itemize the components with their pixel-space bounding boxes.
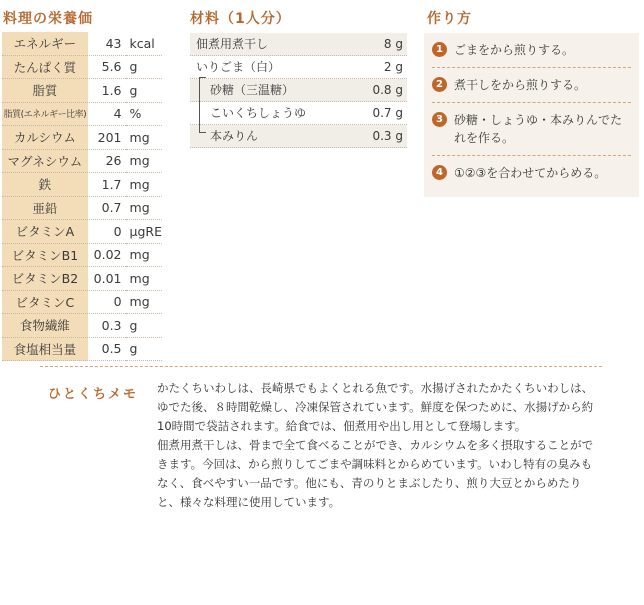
nutrient-value: 201 <box>88 126 125 150</box>
ingredient-name: 佃煮用煮干し <box>196 37 269 51</box>
nutrient-unit: mg <box>126 267 162 291</box>
nutrient-unit: mg <box>126 243 162 267</box>
nutrient-unit: g <box>126 79 162 103</box>
ingredients-heading: 材料（1人分） <box>190 11 291 27</box>
memo-paragraph: 佃煮用煮干しは、骨まで全て食べることができ、カルシウムを多く摂取することができます。今回は、から煎りしてごまや調味料とからめています。いわし特有の臭みもなく、食べやすい一品です。他にも、青のりとまぶしたり、煎り大豆とからめたりと、様々な料理に使用しています。 <box>157 438 594 509</box>
nutrient-value: 0.5 <box>88 337 125 361</box>
table-row <box>2 267 162 291</box>
step-text: 砂糖・しょうゆ・本みりんでたれを作る。 <box>454 113 623 145</box>
table-row <box>2 243 162 267</box>
ingredient-row <box>190 79 407 102</box>
nutrient-label: マグネシウム <box>2 149 88 173</box>
nutrient-label: たんぱく質 <box>2 55 88 79</box>
ingredient-row <box>190 56 407 79</box>
nutrient-unit: % <box>126 102 162 126</box>
step-number-icon: 3 <box>432 112 447 127</box>
step-number-icon: 4 <box>432 165 447 180</box>
nutrient-value: 5.6 <box>88 55 125 79</box>
nutrient-value: 0.3 <box>88 314 125 338</box>
ingredient-amount: 8 g <box>383 37 403 51</box>
nutrient-label: ビタミンC <box>2 290 88 314</box>
step-item <box>432 68 631 103</box>
nutrient-value: 0.01 <box>88 267 125 291</box>
table-row <box>2 290 162 314</box>
table-row <box>2 102 162 126</box>
nutrition-table <box>2 32 162 361</box>
nutrient-label: 脂質(エネルギー比率) <box>2 102 88 126</box>
ingredient-amount: 0.8 g <box>372 83 403 97</box>
nutrient-label: 鉄 <box>2 173 88 197</box>
ingredient-amount: 0.3 g <box>372 129 403 143</box>
nutrient-unit: μgRE <box>126 220 162 244</box>
nutrient-label: カルシウム <box>2 126 88 150</box>
nutrient-value: 0 <box>88 290 125 314</box>
table-row <box>2 314 162 338</box>
step-number-icon: 2 <box>432 77 447 92</box>
nutrient-value: 1.6 <box>88 79 125 103</box>
ingredient-amount: 0.7 g <box>372 106 403 120</box>
nutrient-label: 食塩相当量 <box>2 337 88 361</box>
table-row <box>2 337 162 361</box>
nutrient-value: 0.02 <box>88 243 125 267</box>
ingredient-amount: 2 g <box>383 60 403 74</box>
step-item <box>432 156 631 190</box>
ingredient-name: いりごま（白） <box>196 60 281 74</box>
table-row <box>2 55 162 79</box>
nutrient-label: エネルギー <box>2 32 88 55</box>
nutrient-label: ビタミンB1 <box>2 243 88 267</box>
memo-heading: ひとくちメモ <box>48 387 139 402</box>
nutrient-label: ビタミンA <box>2 220 88 244</box>
ingredient-row <box>190 125 407 148</box>
memo-body <box>157 379 603 512</box>
ingredient-name: 砂糖（三温糖） <box>210 83 295 97</box>
nutrient-unit: mg <box>126 149 162 173</box>
step-item <box>432 33 631 68</box>
nutrient-unit: mg <box>126 126 162 150</box>
seasoning-bracket <box>199 77 208 133</box>
table-row <box>2 32 162 55</box>
step-text: ごまをから煎りする。 <box>454 43 575 57</box>
nutrient-label: 亜鉛 <box>2 196 88 220</box>
nutrient-unit: mg <box>126 290 162 314</box>
nutrient-label: 脂質 <box>2 79 88 103</box>
ingredient-row <box>190 102 407 125</box>
steps-heading: 作り方 <box>427 11 472 27</box>
nutrient-label: ビタミンB2 <box>2 267 88 291</box>
nutrition-heading: 料理の栄養価 <box>3 11 93 27</box>
table-row <box>2 196 162 220</box>
nutrient-unit: g <box>126 55 162 79</box>
table-row <box>2 220 162 244</box>
step-number-icon: 1 <box>432 42 447 57</box>
nutrient-unit: g <box>126 337 162 361</box>
nutrient-unit: kcal <box>126 32 162 55</box>
nutrient-value: 1.7 <box>88 173 125 197</box>
nutrient-label: 食物繊維 <box>2 314 88 338</box>
nutrient-value: 43 <box>88 32 125 55</box>
nutrient-unit: mg <box>126 196 162 220</box>
table-row <box>2 173 162 197</box>
nutrient-unit: g <box>126 314 162 338</box>
nutrient-value: 4 <box>88 102 125 126</box>
nutrient-value: 26 <box>88 149 125 173</box>
memo-paragraph: かたくちいわしは、長崎県でもよくとれる魚です。水揚げされたかたくちいわしは、ゆでた後、８時間乾燥し、冷凍保管されています。鮮度を保つために、水揚げから約10時間で袋詰されます。給食では、佃煮用や出し用として登場します。 <box>157 381 594 433</box>
section-divider <box>40 366 602 367</box>
ingredient-name: 本みりん <box>210 129 259 143</box>
nutrient-unit: mg <box>126 173 162 197</box>
ingredient-name: こいくちしょうゆ <box>210 106 307 120</box>
ingredient-row <box>190 33 407 56</box>
step-text: 煮干しをから煎りする。 <box>454 78 587 92</box>
table-row <box>2 149 162 173</box>
nutrient-value: 0.7 <box>88 196 125 220</box>
steps-box <box>424 33 639 197</box>
ingredients-list <box>190 33 407 148</box>
table-row <box>2 79 162 103</box>
step-text: ①②③を合わせてからめる。 <box>454 166 607 180</box>
nutrient-value: 0 <box>88 220 125 244</box>
table-row <box>2 126 162 150</box>
step-item <box>432 103 631 156</box>
